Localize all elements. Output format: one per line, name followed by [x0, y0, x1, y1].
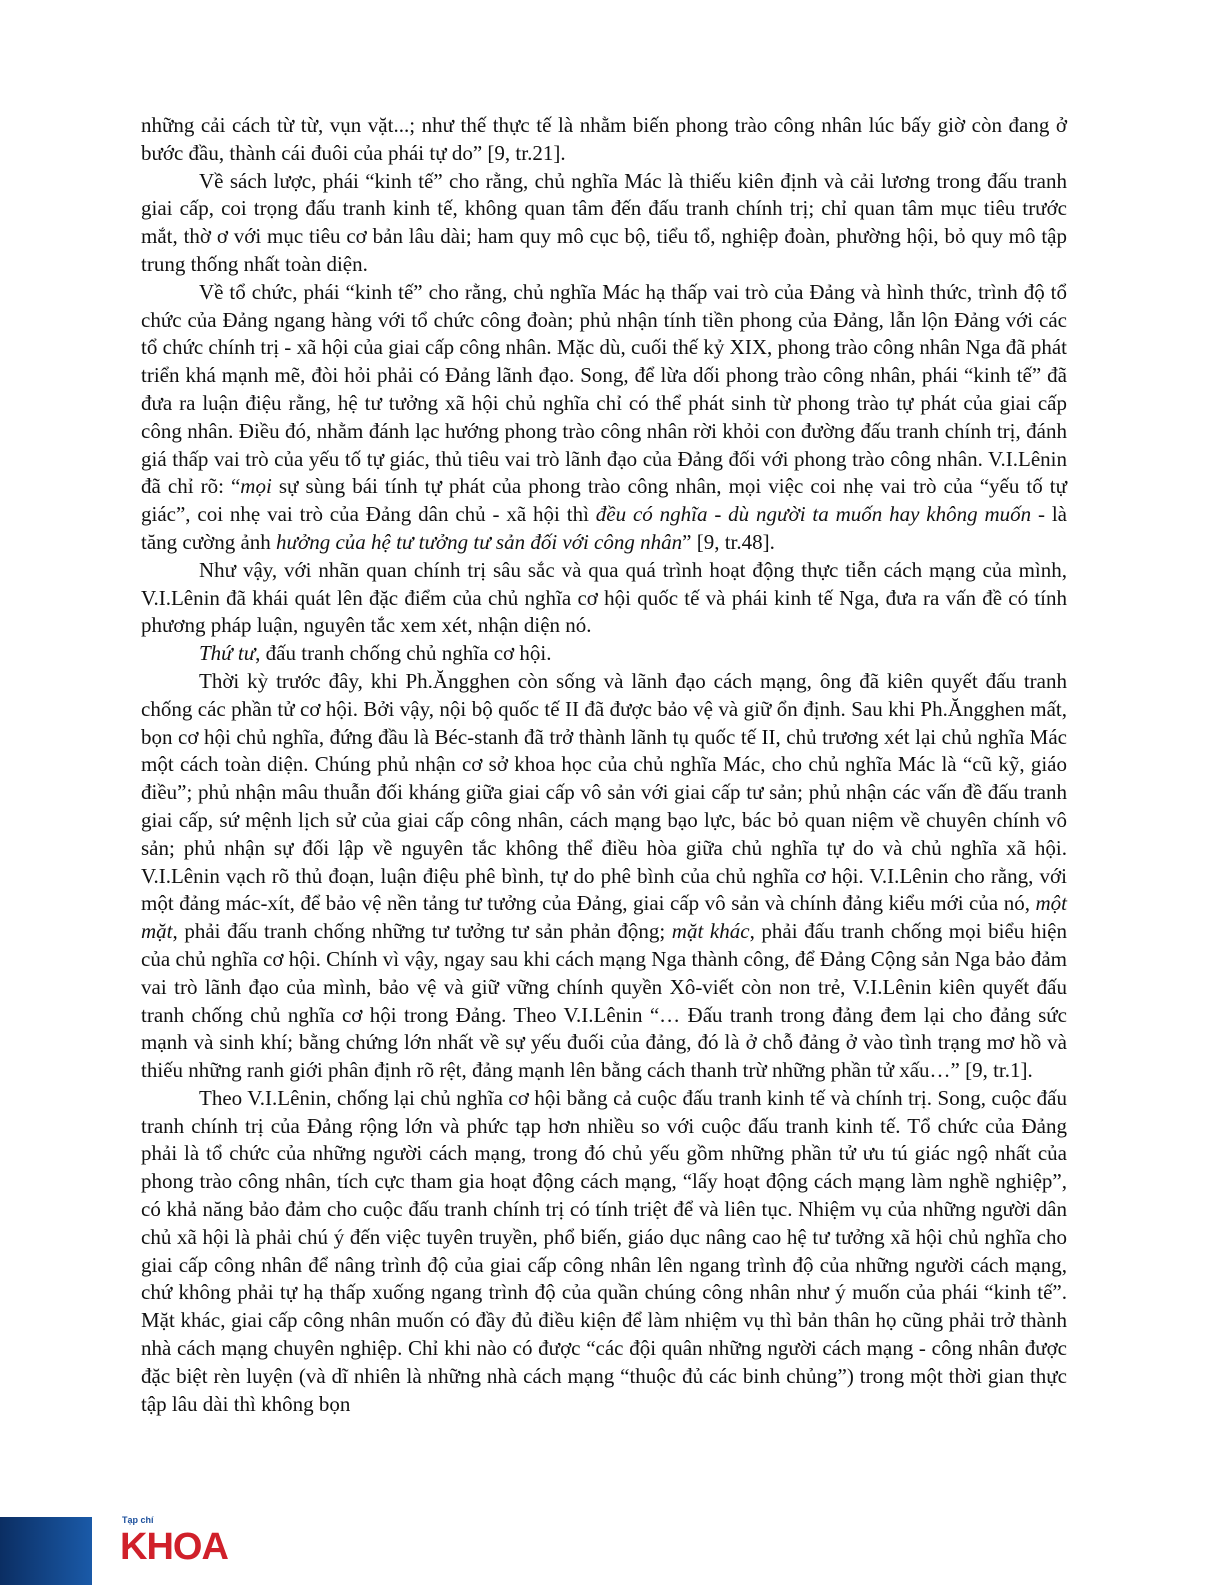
journal-logo: [120, 1515, 300, 1585]
italic-run: hưởng của hệ tư tưởng tư sản đối với công nhân: [276, 529, 683, 554]
article-body: [141, 112, 1067, 1418]
text-run: sự sùng bái tính tự phát của phong trào công nhân, mọi việc coi nhẹ vai trò của “yếu tố tự giác”, coi nhẹ vai trò của Đảng dân chủ - xã hội thì: [141, 474, 1068, 527]
footer-color-bar: [0, 1517, 92, 1585]
text-run: , đấu tranh chống chủ nghĩa cơ hội.: [255, 641, 552, 666]
text-run: Về tổ chức, phái “kinh tế” cho rằng, chủ nghĩa Mác hạ thấp vai trò của Đảng và hình thức, trình độ tổ chức của Đảng ngang hàng với tổ chức công đoàn; phủ nhận tính tiền phong của Đảng, lẫn lộn Đảng với các tổ chức chính trị - xã hội của giai cấp công nhân. Mặc dù, cuối thế kỷ XIX, phong trào công nhân Nga đã phát triển khá mạnh mẽ, đòi hỏi phải có Đảng lãnh đạo. Song, để lừa dối phong trào công nhân, phái “kinh tế” đã đưa ra luận điệu rằng, hệ tư tưởng xã hội chủ nghĩa chỉ có thể phát sinh từ phong trào tự phát của giai cấp công nhân. Điều đó, nhằm đánh lạc hướng phong trào công nhân rời khỏi con đường đấu tranh chính trị, đánh giá thấp vai trò của yếu tố tự giác, thủ tiêu vai trò lãnh đạo của Đảng đối với phong trào công nhân. V.I.Lênin đã chỉ rõ: “: [141, 279, 1067, 499]
logo-main-text: KHOA: [120, 1526, 228, 1568]
italic-run: mọi: [240, 474, 272, 499]
text-run: , phải đấu tranh chống mọi biểu hiện của chủ nghĩa cơ hội. Chính vì vậy, ngay sau khi cách mạng Nga thành công, để Đảng Cộng sản Nga bảo đảm vai trò lãnh đạo của mình, bảo vệ và giữ vững chính quyền Xô-viết còn non trẻ, V.I.Lênin kiên quyết đấu tranh chống chủ nghĩa cơ hội trong Đảng. Theo V.I.Lênin “… Đấu tranh trong đảng đem lại cho đảng sức mạnh và sinh khí; bằng chứng lớn nhất về sự yếu đuối của đảng, đó là ở chỗ đảng ở vào tình trạng mơ hồ và thiếu những ranh giới phân định rõ rệt, đảng mạnh lên bằng cách thanh trừ những phần tử xấu…” [9, tr.1].: [141, 919, 1067, 1083]
italic-run: một mặt: [141, 891, 1067, 944]
italic-run: mặt khác: [671, 919, 750, 944]
text-run: Theo V.I.Lênin, chống lại chủ nghĩa cơ hội bằng cả cuộc đấu tranh kinh tế và chính trị. Song, cuộc đấu tranh chính trị của Đảng rộng lớn và phức tạp hơn nhiều so với cuộc đấu tranh kinh tế. Tổ chức của Đảng phải là tổ chức của những người cách mạng, trong đó chủ yếu gồm những phần tử ưu tú giác ngộ nhất của phong trào công nhân, tích cực tham gia hoạt động cách mạng, “lấy hoạt động cách mạng làm nghề nghiệp”, có khả năng bảo đảm cho cuộc đấu tranh chính trị có tính triệt để và liên tục. Nhiệm vụ của những người dân chủ xã hội là phải chú ý đến việc tuyên truyền, phổ biến, giáo dục nâng cao hệ tư tưởng xã hội chủ nghĩa cho giai cấp công nhân để nâng trình độ của giai cấp công nhân lên ngang trình độ của những người cách mạng, chứ không phải tự hạ thấp xuống ngang trình độ của quần chúng công nhân như ý muốn của phái “kinh tế”. Mặt khác, giai cấp công nhân muốn có đầy đủ điều kiện để làm nhiệm vụ thì bản thân họ cũng phải trở thành nhà cách mạng chuyên nghiệp. Chỉ khi nào có được “các đội quân những người cách mạng - công nhân được đặc biệt rèn luyện (và dĩ nhiên là những nhà cách mạng “thuộc đủ các binh chủng”) trong một thời gian thực tập lâu dài thì không bọn: [141, 1085, 1067, 1416]
paragraph: [141, 1085, 1067, 1419]
text-run: - là tăng cường ảnh: [141, 502, 1068, 554]
paragraph: [141, 279, 1067, 557]
text-run: Như vậy, với nhãn quan chính trị sâu sắc và qua quá trình hoạt động thực tiễn cách mạng của mình, V.I.Lênin đã khái quát lên đặc điểm của chủ nghĩa cơ hội quốc tế và phái kinh tế Nga, đưa ra vấn đề có tính phương pháp luận, nguyên tắc xem xét, nhận diện nó.: [141, 557, 1067, 638]
italic-run: Thứ tư: [199, 641, 256, 666]
text-run: những cải cách từ từ, vụn vặt...; như thế thực tế là nhằm biến phong trào công nhân lúc bấy giờ còn đang ở bước đầu, thành cái đuôi của phái tự do” [9, tr.21].: [141, 113, 1067, 165]
text-run: Về sách lược, phái “kinh tế” cho rằng, chủ nghĩa Mác là thiếu kiên định và cải lương trong đấu tranh giai cấp, coi trọng đấu tranh kinh tế, không quan tâm đến đấu tranh chính trị; chỉ quan tâm mục tiêu trước mắt, thờ ơ với mục tiêu cơ bản lâu dài; ham quy mô cục bộ, tiểu tổ, nghiệp đoàn, phường hội, bỏ quy mô tập trung thống nhất toàn diện.: [141, 168, 1067, 276]
paragraph: [141, 668, 1067, 1085]
text-run: Thời kỳ trước đây, khi Ph.Ăngghen còn sống và lãnh đạo cách mạng, ông đã kiên quyết đấu tranh chống các phần tử cơ hội. Bởi vậy, nội bộ quốc tế II đã được bảo vệ và giữ ổn định. Sau khi Ph.Ăngghen mất, bọn cơ hội chủ nghĩa, đứng đầu là Béc-stanh đã trở thành lãnh tụ quốc tế II, chủ trương xét lại chủ nghĩa Mác một cách toàn diện. Chúng phủ nhận cơ sở khoa học của chủ nghĩa Mác, cho chủ nghĩa Mác là “cũ kỹ, giáo điều”; phủ nhận mâu thuẫn đối kháng giữa giai cấp vô sản với giai cấp tư sản; phủ nhận các vấn đề đấu tranh giai cấp, sứ mệnh lịch sử của giai cấp công nhân, cách mạng bạo lực, bác bỏ quan niệm về chuyên chính vô sản; phủ nhận sự đối lập về nguyên tắc không thể điều hòa giữa chủ nghĩa tự do và chủ nghĩa xã hội. V.I.Lênin vạch rõ thủ đoạn, luận điệu phê bình, tự do phê bình của chủ nghĩa cơ hội. V.I.Lênin cho rằng, với một đảng mác-xít, để bảo vệ nền tảng tư tưởng của Đảng, giai cấp vô sản và chính đảng kiểu mới của nó,: [141, 668, 1067, 916]
paragraph: [141, 640, 1067, 668]
text-run: , phải đấu tranh chống những tư tưởng tư sản phản động;: [172, 919, 672, 944]
paragraph: [141, 557, 1067, 640]
italic-run: đều có nghĩa - dù người ta muốn hay không muốn: [595, 502, 1032, 527]
paragraph: [141, 168, 1067, 279]
text-run: ” [9, tr.48].: [682, 529, 775, 554]
logo-small-text: Tạp chí: [122, 1515, 154, 1525]
paragraph: [141, 112, 1067, 168]
